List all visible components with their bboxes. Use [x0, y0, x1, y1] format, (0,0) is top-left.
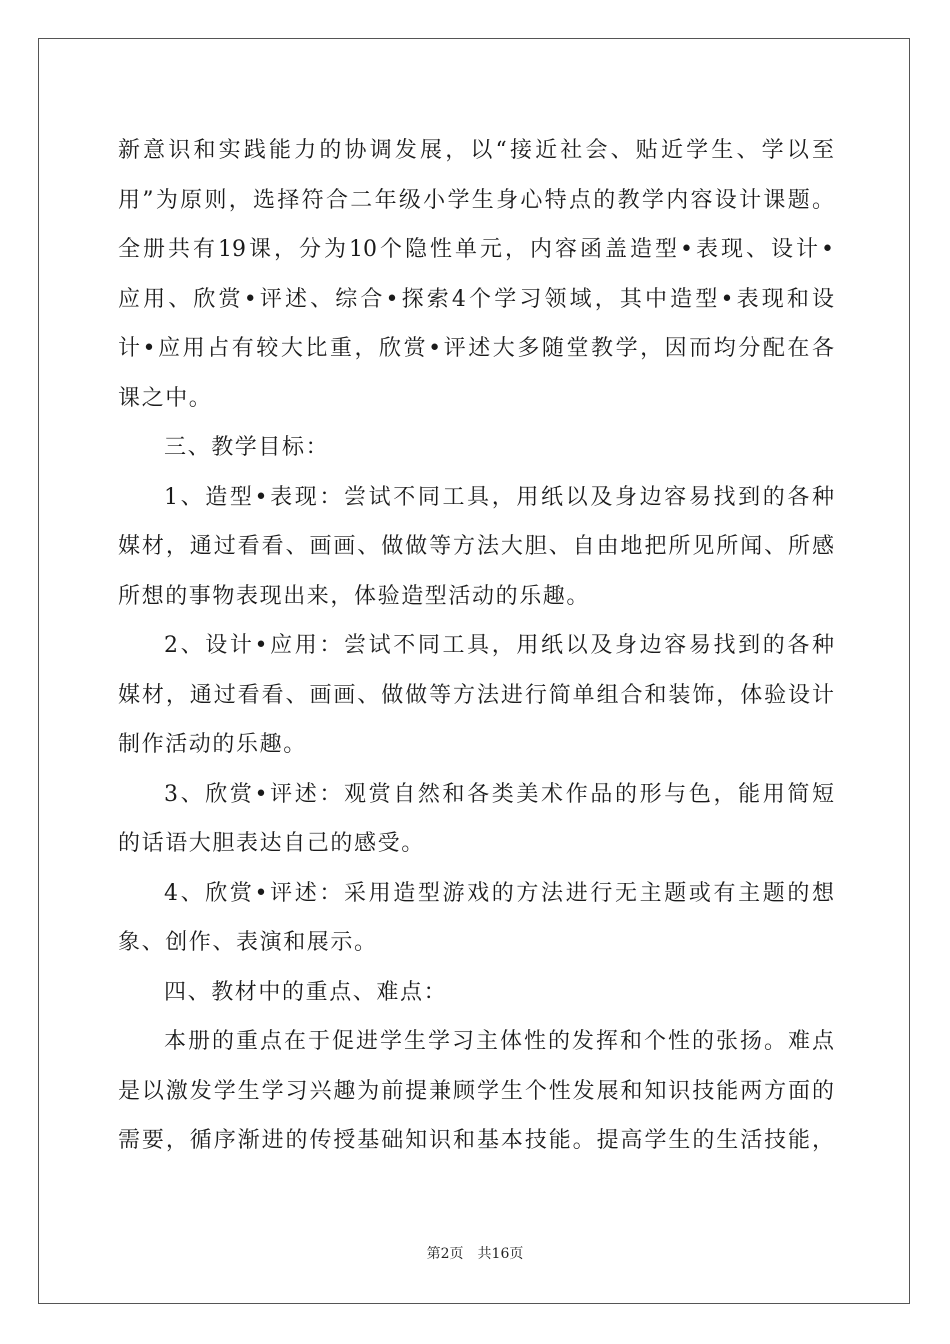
page-footer: [0, 1243, 950, 1263]
text-line: 本册的重点在于促进学生学习主体性的发挥和个性的张扬。难点: [164, 1029, 834, 1054]
text-line: 4、欣赏•评述：采用造型游戏的方法进行无主题或有主题的想: [164, 880, 834, 906]
text-line: 1、造型•表现：尝试不同工具，用纸以及身边容易找到的各种: [164, 484, 834, 510]
text-line: 制作活动的乐趣。: [118, 732, 307, 757]
text-line: 全册共有19课，分为10个隐性单元，内容函盖造型•表现、设计•: [118, 237, 834, 262]
text-line: 媒材，通过看看、画画、做做等方法大胆、自由地把所见所闻、所感: [118, 534, 834, 559]
text-line: 课之中。: [118, 385, 213, 411]
text-line: 2、设计•应用：尝试不同工具，用纸以及身边容易找到的各种: [164, 633, 834, 658]
text-line: 媒材，通过看看、画画、做做等方法进行简单组合和装饰，体验设计: [118, 682, 834, 708]
text-line: 象、创作、表演和展示。: [118, 930, 378, 955]
page-total: 共16页: [477, 1246, 524, 1262]
text-line: 用”为原则，选择符合二年级小学生身心特点的教学内容设计课题。: [118, 187, 834, 213]
text-line: 计•应用占有较大比重，欣赏•评述大多随堂教学，因而均分配在各: [118, 336, 834, 361]
text-line: 所想的事物表现出来，体验造型活动的乐趣。: [118, 583, 591, 609]
text-line: 新意识和实践能力的协调发展，以“接近社会、贴近学生、学以至: [118, 138, 834, 163]
text-line: 应用、欣赏•评述、综合•探索4个学习领域，其中造型•表现和设: [118, 286, 834, 312]
text-line: 是以激发学生学习兴趣为前提兼顾学生个性发展和知识技能两方面的: [118, 1078, 834, 1104]
text-line: 的话语大胆表达自己的感受。: [118, 831, 425, 856]
page-number: 第2页: [426, 1246, 464, 1262]
document-body: [118, 126, 834, 1166]
section-heading: 三、教学目标：: [164, 435, 330, 460]
text-line: 需要，循序渐进的传授基础知识和基本技能。提高学生的生活技能，: [118, 1128, 834, 1153]
text-line: 3、欣赏•评述：观赏自然和各类美术作品的形与色，能用简短: [164, 781, 834, 807]
section-heading: 四、教材中的重点、难点：: [164, 979, 448, 1005]
